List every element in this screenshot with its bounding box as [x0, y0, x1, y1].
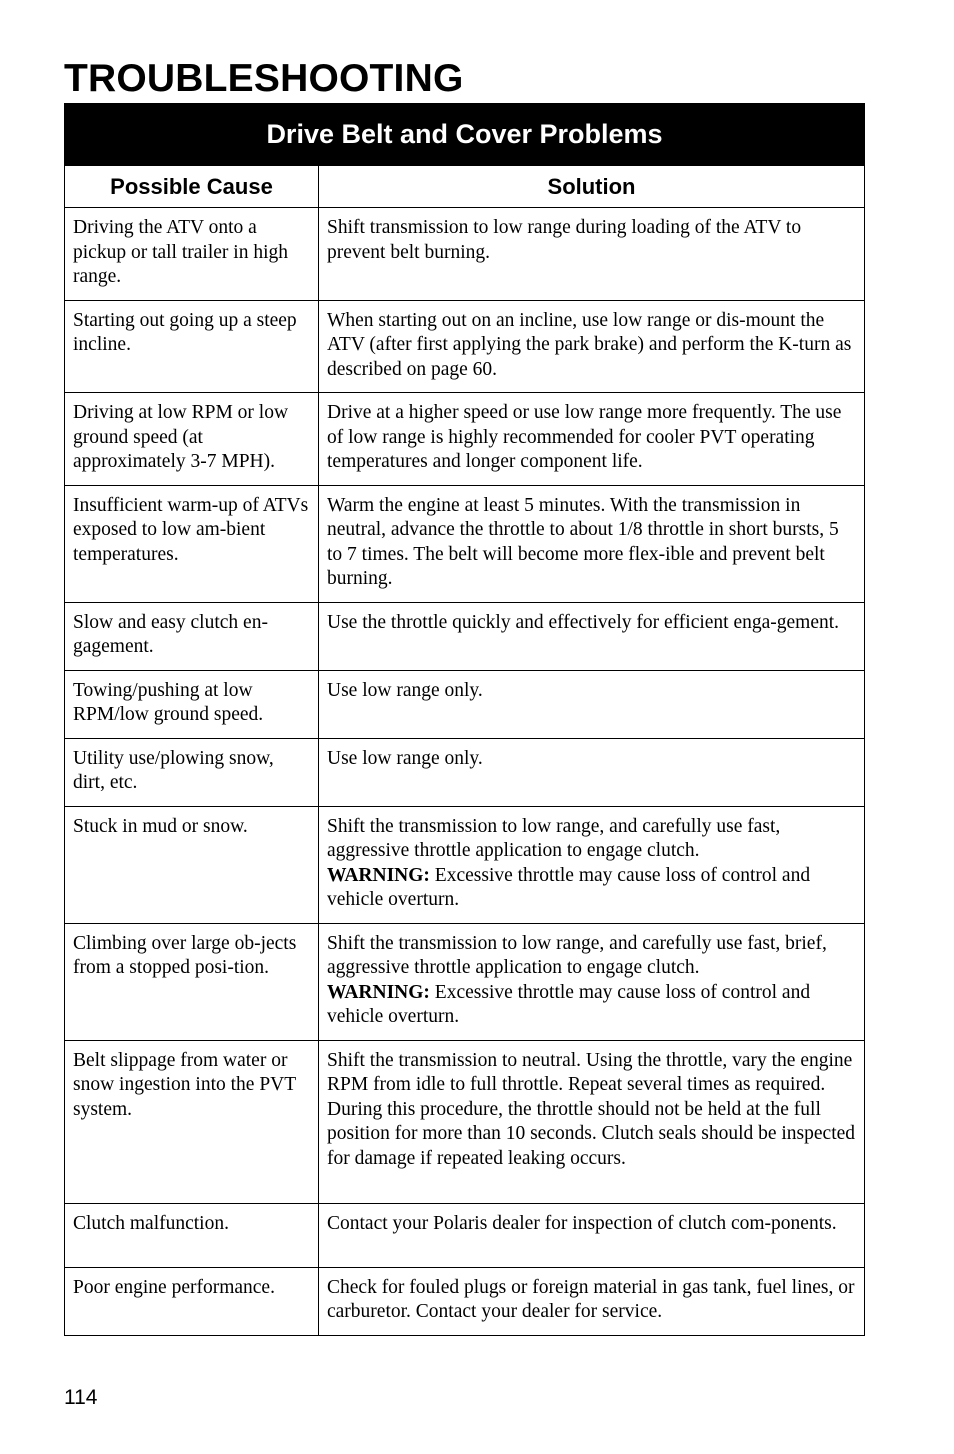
solution-text: Shift the transmission to low range, and carefully use fast, brief, aggressive throttle application to engage clutch. [327, 932, 827, 978]
table-row [65, 806, 865, 923]
cause-cell: Climbing over large ob-jects from a stopped posi-tion. [65, 923, 319, 1040]
column-header-cause: Possible Cause [65, 166, 319, 208]
cause-cell: Clutch malfunction. [65, 1203, 319, 1267]
cause-cell: Poor engine performance. [65, 1267, 319, 1335]
table-row [65, 738, 865, 806]
solution-cell [319, 806, 865, 923]
solution-cell: Use low range only. [319, 738, 865, 806]
warning-text: Excessive throttle may cause loss of control and vehicle overturn. [327, 981, 811, 1027]
table-row [65, 670, 865, 738]
solution-text: Shift the transmission to low range, and carefully use fast, aggressive throttle application to engage clutch. [327, 815, 781, 861]
solution-cell: Use low range only. [319, 670, 865, 738]
table-banner: Drive Belt and Cover Problems [65, 104, 865, 166]
troubleshooting-table [64, 103, 865, 1336]
column-header-solution: Solution [319, 166, 865, 208]
table-row [65, 393, 865, 486]
cause-cell: Driving at low RPM or low ground speed (at approximately 3-7 MPH). [65, 393, 319, 486]
table-row [65, 208, 865, 301]
solution-cell: Drive at a higher speed or use low range more frequently. The use of low range is highly recommended for cooler PVT operating temperatures and longer component life. [319, 393, 865, 486]
solution-cell: Shift transmission to low range during loading of the ATV to prevent belt burning. [319, 208, 865, 301]
table-row [65, 1203, 865, 1267]
table-row [65, 300, 865, 393]
cause-cell: Slow and easy clutch en-gagement. [65, 602, 319, 670]
cause-cell: Driving the ATV onto a pickup or tall trailer in high range. [65, 208, 319, 301]
cause-cell: Belt slippage from water or snow ingestion into the PVT system. [65, 1040, 319, 1203]
solution-cell: Warm the engine at least 5 minutes. With the transmission in neutral, advance the throttle to about 1/8 throttle in short bursts, 5 to 7 times. The belt will become more flex-ible and prevent belt burning. [319, 485, 865, 602]
table-row [65, 923, 865, 1040]
warning-label: WARNING: [327, 864, 430, 886]
cause-cell: Towing/pushing at low RPM/low ground speed. [65, 670, 319, 738]
warning-label: WARNING: [327, 981, 430, 1003]
solution-cell: Shift the transmission to neutral. Using the throttle, vary the engine RPM from idle to full throttle. Repeat several times as required. During this procedure, the throttle should not be held at the full position for more than 10 seconds. Clutch seals should be inspected for damage if repeated leaking occurs. [319, 1040, 865, 1203]
table-row [65, 602, 865, 670]
cause-cell: Starting out going up a steep incline. [65, 300, 319, 393]
solution-cell: Use the throttle quickly and effectively for efficient enga-gement. [319, 602, 865, 670]
solution-cell: Check for fouled plugs or foreign material in gas tank, fuel lines, or carburetor. Contact your dealer for service. [319, 1267, 865, 1335]
solution-cell [319, 923, 865, 1040]
warning-text: Excessive throttle may cause loss of control and vehicle overturn. [327, 864, 811, 910]
table-row [65, 1267, 865, 1335]
cause-cell: Stuck in mud or snow. [65, 806, 319, 923]
table-row [65, 1040, 865, 1203]
solution-cell: When starting out on an incline, use low range or dis-mount the ATV (after first applying the park brake) and perform the K-turn as described on page 60. [319, 300, 865, 393]
cause-cell: Utility use/plowing snow, dirt, etc. [65, 738, 319, 806]
solution-cell: Contact your Polaris dealer for inspection of clutch com-ponents. [319, 1203, 865, 1267]
page-number: 114 [64, 1386, 98, 1409]
table-row [65, 485, 865, 602]
page-title: TROUBLESHOOTING [64, 57, 464, 100]
cause-cell: Insufficient warm-up of ATVs exposed to low am-bient temperatures. [65, 485, 319, 602]
